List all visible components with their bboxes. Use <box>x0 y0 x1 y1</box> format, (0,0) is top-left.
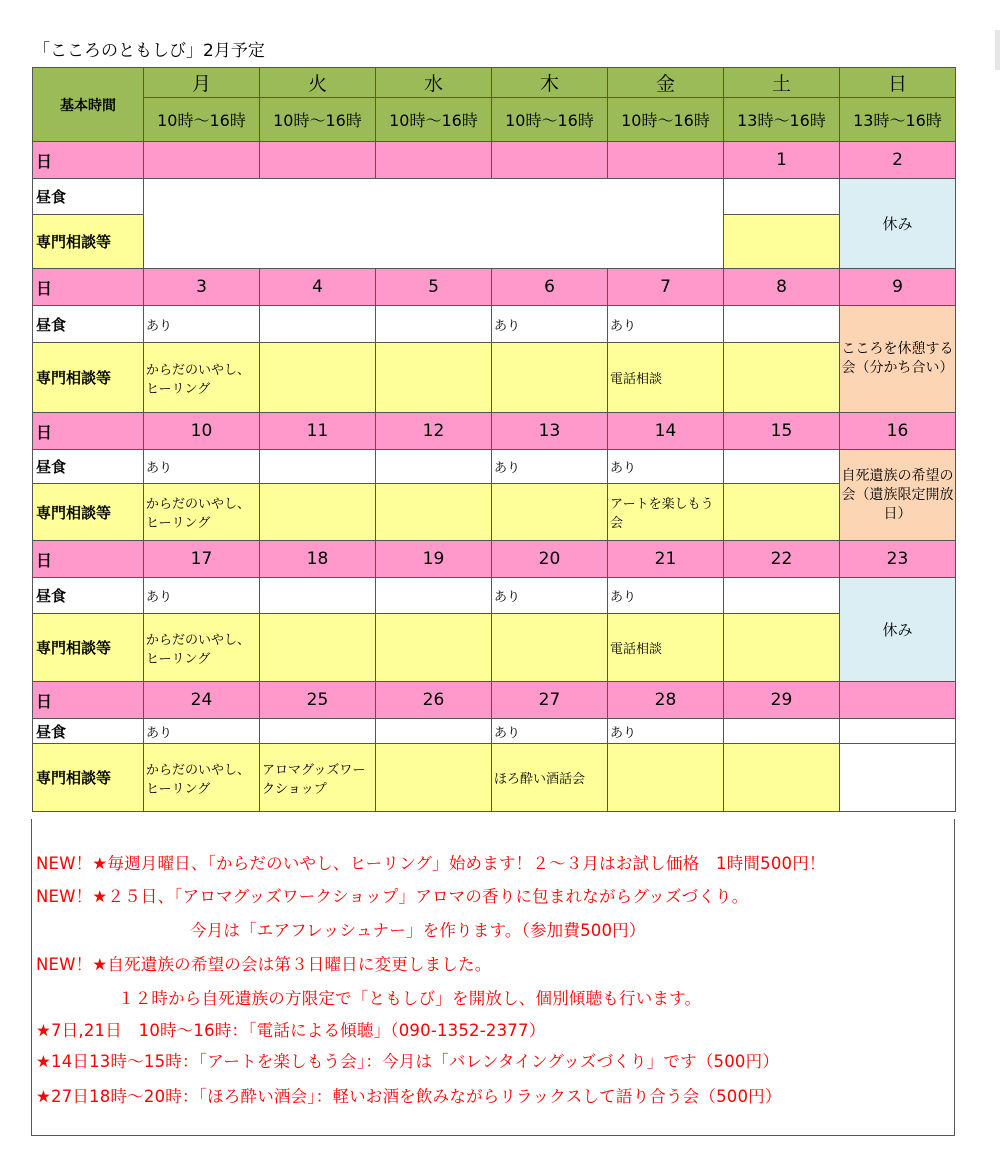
consult-cell <box>376 343 492 413</box>
lunch-cell: あり <box>492 578 608 614</box>
lunch-cell <box>376 306 492 343</box>
lunch-cell <box>724 578 840 614</box>
lunch-label: 昼食 <box>33 450 144 484</box>
consult-cell <box>724 484 840 541</box>
schedule-table <box>32 67 956 812</box>
date-cell <box>260 142 376 179</box>
date-cell: 21 <box>608 541 724 578</box>
basic-hours-label: 基本時間 <box>33 68 144 142</box>
lunch-cell: あり <box>608 306 724 343</box>
date-cell: 14 <box>608 413 724 450</box>
date-cell: 2 <box>840 142 956 179</box>
lunch-cell <box>376 578 492 614</box>
date-cell <box>840 682 956 719</box>
day-name-thu: 木 <box>492 68 608 98</box>
date-cell: 11 <box>260 413 376 450</box>
lunch-cell: あり <box>144 578 260 614</box>
date-cell: 26 <box>376 682 492 719</box>
note-line: NEW！★毎週月曜日、「からだのいやし、ヒーリング」始めます！２～３月はお試し価格 1時間500円！ <box>36 854 826 873</box>
consult-cell <box>724 343 840 413</box>
lunch-cell: あり <box>492 450 608 484</box>
note-line: 今月は「エアフレッシュナー」を作ります。（参加費500円） <box>190 921 646 940</box>
hours-sat: 13時～16時 <box>724 98 840 142</box>
consult-cell: ほろ酔い酒話会 <box>492 744 608 812</box>
date-label: 日 <box>33 682 144 719</box>
consult-cell <box>608 744 724 812</box>
date-cell: 8 <box>724 269 840 306</box>
date-label: 日 <box>33 142 144 179</box>
consult-cell: からだのいやし、ヒーリング <box>144 744 260 812</box>
hours-mon: 10時～16時 <box>144 98 260 142</box>
date-cell: 20 <box>492 541 608 578</box>
sunday-note: 休み <box>840 179 956 269</box>
consult-cell: からだのいやし、ヒーリング <box>144 484 260 541</box>
date-cell: 12 <box>376 413 492 450</box>
note-line: NEW！★自死遺族の希望の会は第３日曜日に変更しました。 <box>36 955 492 974</box>
date-cell: 25 <box>260 682 376 719</box>
day-name-mon: 月 <box>144 68 260 98</box>
lunch-cell: あり <box>144 719 260 744</box>
lunch-label: 昼食 <box>33 179 144 215</box>
scroll-edge <box>995 30 1000 70</box>
date-cell: 29 <box>724 682 840 719</box>
date-cell: 1 <box>724 142 840 179</box>
consult-cell <box>724 744 840 812</box>
date-cell: 23 <box>840 541 956 578</box>
sunday-event: 自死遺族の希望の会（遺族限定開放日） <box>840 450 956 541</box>
date-cell: 5 <box>376 269 492 306</box>
date-cell: 17 <box>144 541 260 578</box>
date-cell <box>144 142 260 179</box>
date-cell: 7 <box>608 269 724 306</box>
date-cell: 6 <box>492 269 608 306</box>
consult-cell <box>492 343 608 413</box>
blank-area <box>144 179 724 269</box>
note-line: NEW！★２５日、「アロマグッズワークショップ」アロマの香りに包まれながらグッズづくり。 <box>36 887 749 906</box>
consult-cell: からだのいやし、ヒーリング <box>144 614 260 682</box>
consult-cell <box>724 614 840 682</box>
date-cell <box>608 142 724 179</box>
lunch-cell <box>376 719 492 744</box>
lunch-cell <box>260 719 376 744</box>
lunch-cell <box>260 306 376 343</box>
hours-thu: 10時～16時 <box>492 98 608 142</box>
date-cell: 9 <box>840 269 956 306</box>
lunch-cell <box>376 450 492 484</box>
lunch-cell: あり <box>144 450 260 484</box>
lunch-cell: あり <box>492 719 608 744</box>
consult-cell: 電話相談 <box>608 343 724 413</box>
date-cell: 4 <box>260 269 376 306</box>
date-cell: 27 <box>492 682 608 719</box>
day-name-sat: 土 <box>724 68 840 98</box>
lunch-cell <box>724 179 840 215</box>
lunch-cell <box>840 719 956 744</box>
date-cell: 16 <box>840 413 956 450</box>
lunch-cell: あり <box>608 719 724 744</box>
lunch-cell <box>260 450 376 484</box>
day-name-sun: 日 <box>840 68 956 98</box>
consult-cell: アロマグッズワークショップ <box>260 744 376 812</box>
consult-cell <box>260 614 376 682</box>
consult-label: 専門相談等 <box>33 744 144 812</box>
consult-label: 専門相談等 <box>33 343 144 413</box>
note-line: ★27日18時～20時：「ほろ酔い酒会」：軽いお酒を飲みながらリラックスして語り合う会（500円） <box>36 1087 782 1106</box>
lunch-cell <box>724 450 840 484</box>
hours-fri: 10時～16時 <box>608 98 724 142</box>
consult-cell <box>492 484 608 541</box>
lunch-cell <box>724 306 840 343</box>
date-cell: 18 <box>260 541 376 578</box>
note-line: ★7日,21日 10時～16時：「電話による傾聴」（090-1352-2377） <box>36 1021 546 1040</box>
note-line: １２時から自死遺族の方限定で「ともしび」を開放し、個別傾聴も行います。 <box>118 989 702 1008</box>
consult-label: 専門相談等 <box>33 215 144 269</box>
consult-cell <box>724 215 840 269</box>
lunch-label: 昼食 <box>33 719 144 744</box>
date-cell: 13 <box>492 413 608 450</box>
consult-cell <box>376 614 492 682</box>
sunday-note: 休み <box>840 578 956 682</box>
page-title: 「こころのともしび」2月予定 <box>33 41 265 61</box>
hours-wed: 10時～16時 <box>376 98 492 142</box>
consult-cell: アートを楽しもう会 <box>608 484 724 541</box>
consult-cell <box>840 744 956 812</box>
consult-cell: からだのいやし、ヒーリング <box>144 343 260 413</box>
date-cell: 3 <box>144 269 260 306</box>
date-label: 日 <box>33 413 144 450</box>
date-cell <box>492 142 608 179</box>
consult-cell: 電話相談 <box>608 614 724 682</box>
date-cell: 10 <box>144 413 260 450</box>
date-label: 日 <box>33 269 144 306</box>
consult-cell <box>492 614 608 682</box>
date-cell: 15 <box>724 413 840 450</box>
date-label: 日 <box>33 541 144 578</box>
date-cell: 19 <box>376 541 492 578</box>
sunday-event: こころを休憩する会（分かち合い） <box>840 306 956 413</box>
lunch-cell: あり <box>144 306 260 343</box>
date-cell: 24 <box>144 682 260 719</box>
date-cell <box>376 142 492 179</box>
lunch-cell: あり <box>608 578 724 614</box>
day-name-tue: 火 <box>260 68 376 98</box>
date-cell: 22 <box>724 541 840 578</box>
lunch-label: 昼食 <box>33 306 144 343</box>
consult-cell <box>260 343 376 413</box>
lunch-label: 昼食 <box>33 578 144 614</box>
date-cell: 28 <box>608 682 724 719</box>
note-line: ★14日13時～15時：「アートを楽しもう会」：今月は「バレンタイングッズづくり」です（500円） <box>36 1052 780 1071</box>
lunch-cell <box>724 719 840 744</box>
day-name-fri: 金 <box>608 68 724 98</box>
lunch-cell <box>260 578 376 614</box>
lunch-cell: あり <box>608 450 724 484</box>
consult-cell <box>376 484 492 541</box>
consult-cell <box>260 484 376 541</box>
lunch-cell: あり <box>492 306 608 343</box>
hours-tue: 10時～16時 <box>260 98 376 142</box>
consult-label: 専門相談等 <box>33 484 144 541</box>
day-name-wed: 水 <box>376 68 492 98</box>
consult-label: 専門相談等 <box>33 614 144 682</box>
consult-cell <box>376 744 492 812</box>
hours-sun: 13時～16時 <box>840 98 956 142</box>
